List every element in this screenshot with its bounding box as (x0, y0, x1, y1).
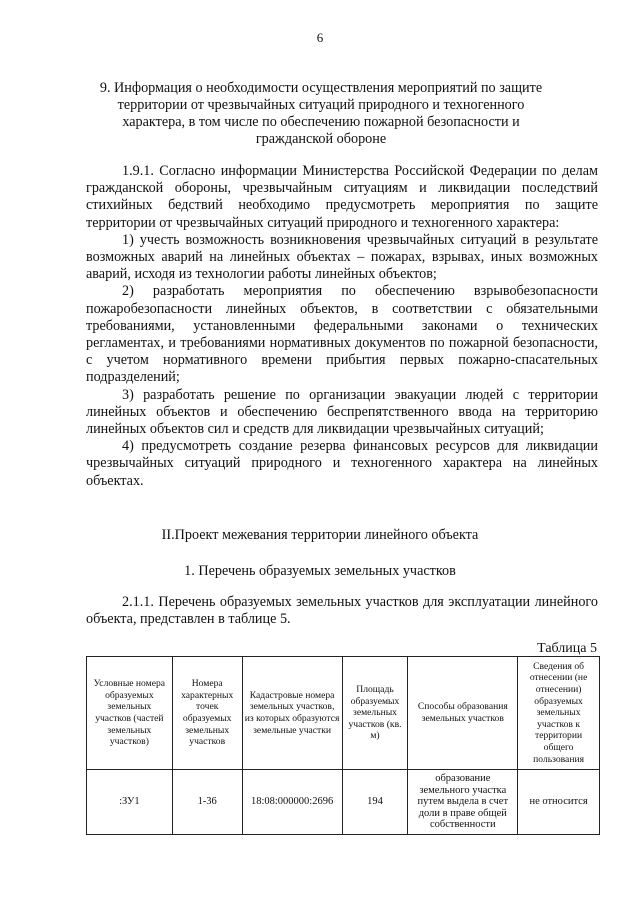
table-cell: образование земельного участка путем выдела в счет доли в праве общей собственности (408, 770, 518, 835)
paragraph: 3) разработать решение по организации эвакуации людей с территории линейных объектов и обеспечению беспрепятственного ввода на территорию линейных объектов сил и средств для ликвидации чрезвычайных ситуаций; (86, 386, 598, 438)
section-2-title: II.Проект межевания территории линейного объекта (161, 527, 479, 543)
column-header: Способы образования земельных участков (408, 657, 518, 770)
paragraph: 1.9.1. Согласно информации Министерства Российской Федерации по делам гражданской обороны, чрезвычайным ситуациям и ликвидации последствий стихийных бедствий необходимо предусмотреть мероприятия по защите территории от чрезвычайных ситуаций природного и техногенного характера: (86, 163, 598, 231)
table-cell: 1-36 (172, 770, 242, 835)
table-cell: :ЗУ1 (87, 770, 173, 835)
column-header: Площадь образуемых земельных участков (кв. м) (342, 657, 408, 770)
table-cell: 194 (342, 770, 408, 835)
column-header: Номера характерных точек образуемых земельных участков (172, 657, 242, 770)
measures-text (86, 163, 598, 490)
section-heading: 9. Информация о необходимости осуществления мероприятий по защите территории от чрезвычайных ситуаций природного и техногенного характера, в том числе по обеспечению пожарной безопасности и гражданской обороне (99, 80, 543, 147)
page-number: 6 (316, 30, 324, 45)
land-plots-table (86, 656, 600, 835)
table-cell: не относится (518, 770, 600, 835)
column-header: Сведения об отнесении (не отнесении) образуемых земельных участков к территории общего пользования (518, 657, 600, 770)
table-caption: Таблица 5 (537, 641, 597, 656)
paragraph: 4) предусмотреть создание резерва финансовых ресурсов для ликвидации чрезвычайных ситуаций природного и техногенного характера на линейных объектах. (86, 438, 598, 489)
column-header: Условные номера образуемых земельных участков (частей земельных участков) (87, 657, 173, 770)
column-header: Кадастровые номера земельных участков, из которых образуются земельные участки (242, 657, 342, 770)
table-row (87, 770, 600, 835)
paragraph: 2.1.1. Перечень образуемых земельных участков для эксплуатации линейного объекта, представлен в таблице 5. (86, 594, 598, 628)
table-intro-text (86, 594, 598, 628)
paragraph: 2) разработать мероприятия по обеспечению взрывобезопасности пожаробезопасности линейных объектов, в соответствии с обязательными требованиями, установленными федеральными законами о технических регламентах, и требованиями нормативных документов по пожарной безопасности, с учетом нормативного времени прибытия первых пожарно-спасательных подразделений; (86, 283, 598, 386)
table-header-row (87, 657, 600, 770)
paragraph: 1) учесть возможность возникновения чрезвычайных ситуаций в результате возможных аварий на линейных объектах – пожарах, взрывах, иных возможных аварий, исходя из технологии работы линейных объектов; (86, 231, 598, 283)
table-cell: 18:08:000000:2696 (242, 770, 342, 835)
subsection-title: 1. Перечень образуемых земельных участков (184, 563, 456, 579)
